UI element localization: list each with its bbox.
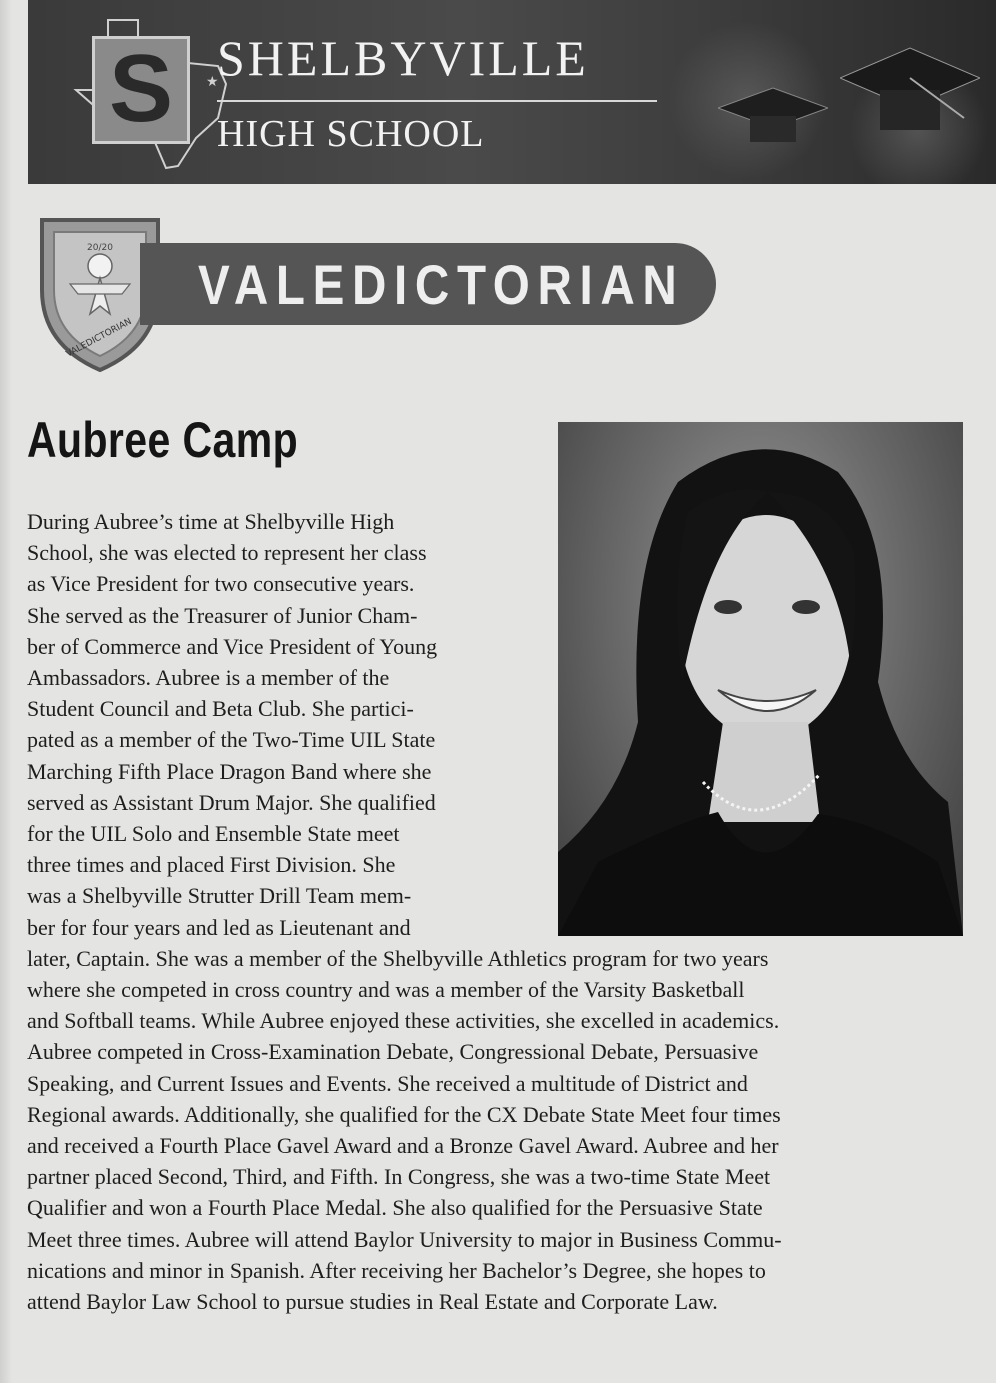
article-line: where she competed in cross country and was a member of the Varsity Basketball [27,977,745,1002]
svg-text:20/20: 20/20 [87,243,113,253]
school-logo: S [92,36,190,144]
header-divider [217,100,657,102]
article-line: ber for four years and led as Lieutenant and [27,915,411,940]
article-line: pated as a member of the Two-Time UIL State [27,727,436,752]
article-line: She served as the Treasurer of Junior Cham- [27,603,418,628]
article-line: During Aubree’s time at Shelbyville High [27,509,395,534]
svg-text:★: ★ [206,74,219,90]
article-line: served as Assistant Drum Major. She qualified [27,790,436,815]
article-line: was a Shelbyville Strutter Drill Team mem- [27,883,412,908]
article-line: Aubree competed in Cross-Examination Debate, Congressional Debate, Persuasive [27,1039,759,1064]
article-line: for the UIL Solo and Ensemble State meet [27,821,400,846]
article-line: ber of Commerce and Vice President of Young [27,634,438,659]
article-line: as Vice President for two consecutive years. [27,571,415,596]
article-line: partner placed Second, Third, and Fifth. In Congress, she was a two-time State Meet [27,1164,771,1189]
article-line: Qualifier and won a Fourth Place Medal. She also qualified for the Persuasive State [27,1195,763,1220]
article-line: Student Council and Beta Club. She partici- [27,696,414,721]
school-name: SHELBYVILLE [217,30,589,86]
article-line: nications and minor in Spanish. After receiving her Bachelor’s Degree, she hopes to [27,1258,766,1283]
article-line: later, Captain. She was a member of the Shelbyville Athletics program for two years [27,946,769,971]
article-line: Meet three times. Aubree will attend Baylor University to major in Business Commu- [27,1227,782,1252]
graduation-cap-icon [840,38,980,158]
article-line: Ambassadors. Aubree is a member of the [27,665,390,690]
article-line: Regional awards. Additionally, she qualified for the CX Debate State Meet four times [27,1102,781,1127]
article-line: Marching Fifth Place Dragon Band where she [27,759,432,784]
article-line: and Softball teams. While Aubree enjoyed these activities, she excelled in academics. [27,1008,780,1033]
article-line: School, she was elected to represent her class [27,540,427,565]
student-portrait [558,422,963,936]
seal-label: VALEDICTORIAN [64,316,134,360]
article-line: three times and placed First Division. She [27,852,396,877]
header-banner [28,0,996,184]
article-line: Speaking, and Current Issues and Events. She received a multitude of District and [27,1071,748,1096]
student-name: Aubree Camp [27,412,299,468]
article-line: attend Baylor Law School to pursue studies in Real Estate and Corporate Law. [27,1289,718,1314]
article-line: and received a Fourth Place Gavel Award and a Bronze Gavel Award. Aubree and her [27,1133,779,1158]
school-subtitle: HIGH SCHOOL [217,113,485,155]
page-edge [0,0,12,1383]
graduation-cap-icon [718,78,828,158]
portrait-illustration [558,422,963,936]
badge-title: VALEDICTORIAN [198,253,685,316]
